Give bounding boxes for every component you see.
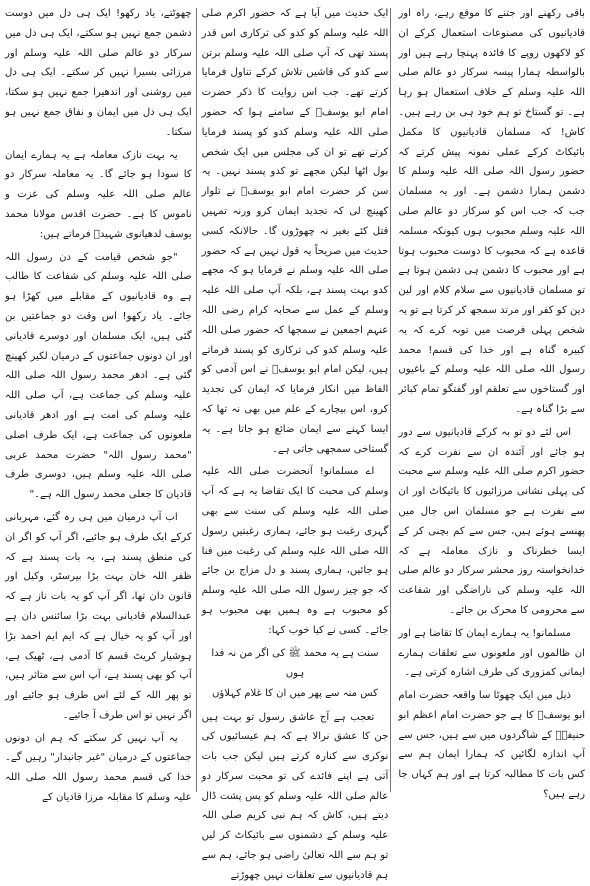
poetry-couplet: [202, 644, 389, 704]
paragraph: اے مسلمانو! آنحضرت صلی اللہ علیہ وسلم کی محبت کا ایک تقاضا یہ ہے کہ آپ صلی اللہ علیہ وسلم کی سنت سے بھی گہری رغبت ہو جائے، ہماری رغبتیں رسول اللہ صلی اللہ علیہ وسلم کی رغبت میں فنا ہو جائیں، ہماری پسند و دل مزاج بن جائے کہ جو چیز رسول اللہ صلی اللہ علیہ وسلم کو محبوب ہے وہ ہمیں بھی محبوب ہو جائے۔ کسی نے کیا خوب کہا:: [201, 466, 389, 636]
paragraph: یہ آپ نہیں کر سکتے کہ ہم ان دونوں جماعتوں کے درمیان "غیر جانبدار" رہیں گے۔ خدا کی قسم محمد رسول اللہ صلی اللہ علیہ وسلم کا مقابلہ مرزا قادیان کے: [4, 732, 192, 804]
paragraph: باقی رکھنے اور جتنے کا موقع رہے، راہ اور قادیانیوں کی مصنوعات استعمال کرکے ان کو لاکھوں روپے کا فائدہ پہنچا رہے ہیں اور بالواسطہ ہمارا پیسہ سرکار دو عالم صلی اللہ علیہ وسلم کے خلاف استعمال ہو رہا ہے۔ تو گستاخ تو ہم خود ہی بن رہے ہیں۔ کاش! کہ مسلمان قادیانیوں کا مکمل بائیکاٹ کرکے عملی نمونہ پیش کرتے کہ حضور رسول اللہ صلی اللہ علیہ وسلم کا دشمن ہمارا دشمن ہے۔ اور یہ مسلمان جب کہ جب اس کو سرکار دو عالم صلی اللہ علیہ وسلم محبوب ہوں کیونکہ مسلمہ قاعدہ ہے کہ محبوب کا دوست محبوب ہوتا ہے اور محبوب کا دشمن ہی دشمن ہوتا ہے تو مسلمان قادیانیوں سے سلام کلام اور لین دین کو کفر اور مرتد سمجھ کر کرتا ہے تو یہ شخص پہلی فرصت میں توبہ کرے کہ یہ کبیرہ گناہ ہے اور خدا کی قسم! محمد رسول اللہ صلی اللہ علیہ وسلم کے باغیوں اور گستاخوں سے تعلقم اور گفتگو تمام کبائر سے بڑا گناہ ہے۔: [398, 8, 585, 415]
quotation-paragraph: "جو شخص قیامت کے دن رسول اللہ صلی اللہ علیہ وسلم کی شفاعت کا طالب ہے وہ قادیانیوں کے مقابلے میں کھڑا ہو جائے۔ یاد رکھو! اس وقت دو جماعتیں بن گئی ہیں، ایک مسلمان اور دوسرے قادیانی اور ان دونوں جماعتوں کے درمیان لکیر کھینچ گئی ہے۔ ادھر محمد رسول اللہ صلی اللہ علیہ وسلم کی جماعت ہے، آپ صلی اللہ علیہ وسلم کی امت ہے اور ادھر قادیانی ملعونوں کی جماعت ہے، ایک طرف اصلی "محمد رسول اللہ" حضرت محمد عربی صلی اللہ علیہ وسلم ہیں، دوسری طرف قادیان کا جعلی محمد رسول اللہ ہے۔": [4, 251, 192, 501]
verse-line: سنت ہے یہ محمد ﷺ کی اگر من نہ فدا ہوں: [211, 647, 379, 679]
paragraph: تعجب ہے آج عاشق رسول تو بہت ہیں جن کا عشق نرالا ہے کہ ہم عیسائیوں کی نوکری سے کنارہ کرتے ہیں لیکن جب بات آتی ہے اپنے فائدے کی تو محبت سرکار دو عالم صلی اللہ علیہ وسلم کو پس پشت ڈال دیتے ہیں، کاش کہ ہم نبی کریم صلی اللہ علیہ وسلم کے دشمنوں سے بائیکاٹ کر لیں تو ہم سے اللہ تعالیٰ راضی ہو جائے، ہم سے ہم قادیانیوں سے تعلقات نہیں چھوڑتے: [201, 711, 389, 881]
column-divider: [390, 8, 391, 792]
column-divider: [196, 8, 197, 792]
paragraph: ذیل میں ایک چھوٹا سا واقعہ حضرت امام ابو یوسفؒ کا ہے جو حضرت امام اعظم ابو حنیفہؒ کے شاگردوں میں سے ہیں، جس سے آپ اندازہ لگائیں کہ ہمارا ایمان ہم سے کس بات کا مطالبہ کرتا ہے اور ہم کہاں جا رہے ہیں؟: [398, 690, 585, 801]
paragraph: مسلمانو! یہ ہمارے ایمان کا تقاضا ہے اور ان ظالموں اور ملعونوں سے تعلقات ہمارے ایمانی کمزوری کی طرف اشارہ کرتی ہے۔: [398, 627, 585, 679]
paragraph: چھوٹتے، یاد رکھو! ایک ہی دل میں دوست دشمن جمع نہیں ہو سکتے، ایک ہی دل میں سرکار دو عالم صلی اللہ علیہ وسلم اور مرزائی بسیرا نہیں کر سکتے۔ ایک ہی دل میں روشنی اور اندھیرا جمع نہیں ہو سکتا، ایک ہی دل میں ایمان و نفاق جمع نہیں ہو سکتا۔: [4, 8, 192, 138]
article-column-middle: [201, 4, 389, 881]
article-column-left: [4, 4, 192, 804]
article-column-right: [398, 4, 585, 800]
paragraph: یہ بہت نازک معاملہ ہے یہ ہمارے ایمان کا سودا ہو جائے گا۔ یہ معاملہ سرکار دو عالم صلی اللہ علیہ وسلم کی عزت و ناموس کا ہے۔ حضرت اقدس مولانا محمد یوسف لدھیانوی شہیدؒ فرماتے ہیں:: [4, 149, 192, 240]
paragraph: اس لئے دو تو بہ کرکے قادیانیوں سے دور ہو جائے اور آئندہ ان سے نفرت کرے کہ حضور اکرم صلی اللہ علیہ وسلم سے محبت کی پہلی نشانی مرزائیوں کا بائیکاٹ اور ان سے نفرت ہے جو مسلمان اس جال میں پھنسے ہوئے ہیں، جس سے کم بچنی کر کے ایسا خطرناک و نازک معاملہ ہے کہ خدانخواستہ روز محشر سرکار دو عالم صلی اللہ علیہ وسلم کی ناراضگی اور شفاعت سے محرومی کا محرک بن جائے۔: [398, 426, 585, 616]
paragraph: ایک حدیث میں آیا ہے کہ حضور اکرم صلی اللہ علیہ وسلم کو کدو کی ترکاری اس قدر پسند تھی کہ آپ صلی اللہ علیہ وسلم برتن سے کدو کی قاشیں تلاش کرکے تناول فرمایا کرتے تھے۔ جب اس روایت کا ذکر حضرت امام ابو یوسفؒ کے سامنے ہوا کہ حضور صلی اللہ علیہ وسلم کدو کو پسند فرمایا کرتے تھے تو ان کی مجلس میں ایک شخص بول اٹھا لیکن مجھے تو کدو پسند نہیں۔ یہ سن کر حضرت امام ابو یوسفؒ نے تلوار کھینچ لی کہ تجدید ایمان کرو ورنہ تمہیں قتل کئے بغیر نہ چھوڑوں گا۔ حالانکہ کسی حدیث میں صریحاً یہ قول نہیں ہے کہ حضور صلی اللہ علیہ وسلم نے فرمایا ہو کہ مجھے کدو بہت پسند ہے، بلکہ آپ صلی اللہ علیہ وسلم کے عمل سے صحابہ کرام رضی اللہ عنہم اجمعین نے سمجھا کہ حضور صلی اللہ علیہ وسلم کدو کی ترکاری کو پسند فرماتے ہیں، لیکن امام ابو یوسفؒ نے اس آدمی کو الفاظ میں انکار فرمایا کہ ایمان کی تجدید کرو، اس بیچارے کے علم میں بھی نہ تھا کہ ایسا کہنے سے ایمان ضائع ہو جاتا ہے۔ یہ گستاخی سمجھی جاتی ہے۔: [201, 8, 389, 455]
paragraph: اب آپ درمیان میں ہی رہ گئے، مہربانی کرکے ایک طرف ہو جائیے، اگر آپ کو اگر ان کی منطق پسند ہے، یہ بات پسند ہے کہ ظفر اللہ خان بہت بڑا بیرسٹر، وکیل اور قانون دان تھا، اگر آپ کو یہ بات ناز ہے کہ عبدالسلام قادیانی بہت بڑا سائنس دان ہے اور آپ کو یہ خیال ہے کہ ایم ایم احمد بڑا ہوشیار کریٹ قسم کا آدمی ہے، ٹھیک ہے، آپ کو بھی پسند ہے، آپ اس سے متاثر ہیں، تو پھر اللہ کے لئے اس طرف ہو جائیے اور اگر نہیں تو اس طرف آ جائیے۔: [4, 511, 192, 721]
verse-line: کس منہ سے پھر میں ان کا غلام کہلاؤں: [212, 687, 378, 699]
